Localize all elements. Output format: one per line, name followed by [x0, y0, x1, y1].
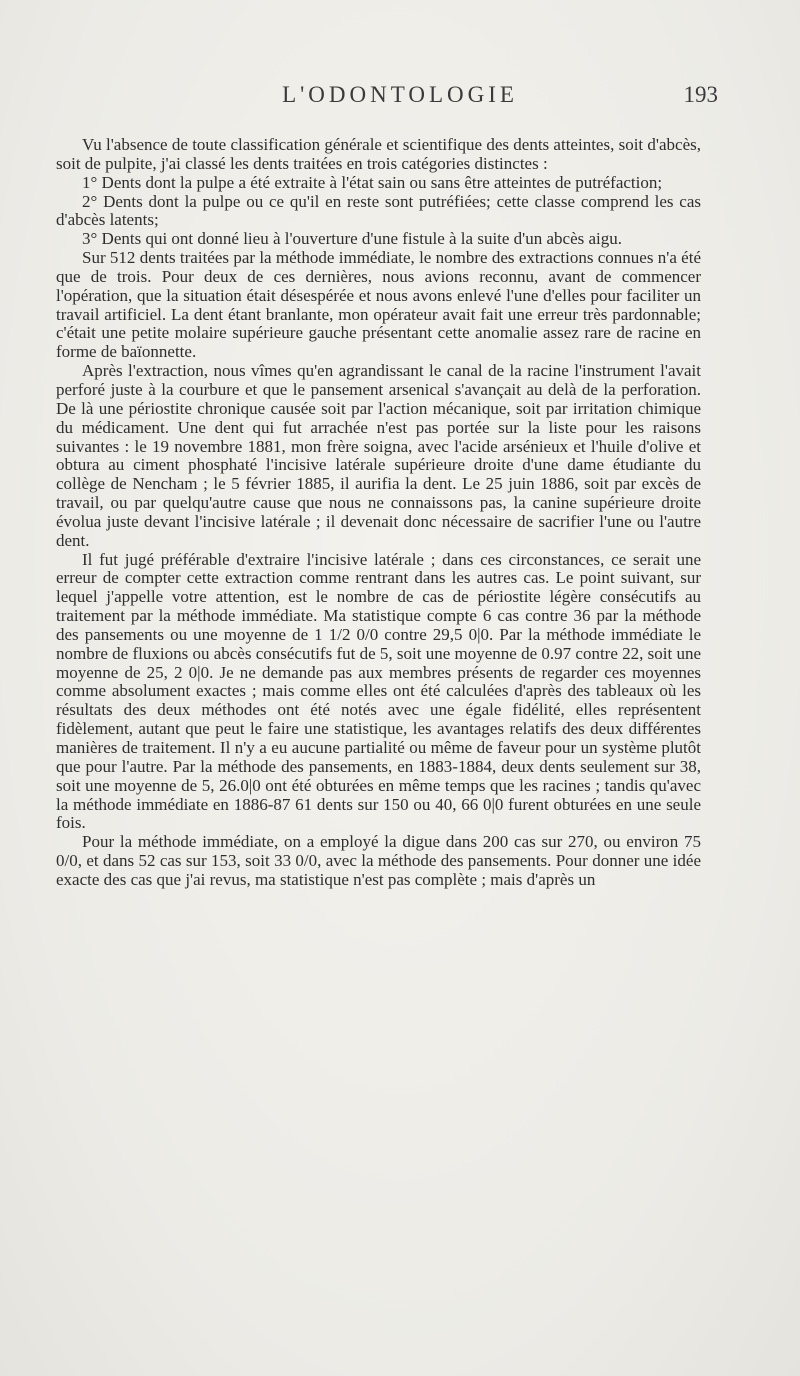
- page-number: 193: [683, 82, 718, 107]
- paragraph: Sur 512 dents traitées par la méthode immédiate, le nombre des extractions connues n'a été que de trois. Pour deux de ces dernières, nous avions reconnu, avant de commencer l'opération, que la situation était désespérée et nous avons enlevé l'une d'elles pour faciliter un travail artificiel. La dent étant branlante, mon opérateur avait fait une erreur très pardonnable; c'était une petite molaire supérieure gauche présentant cette anomalie assez rare de racine en forme de baïonnette.: [56, 248, 701, 362]
- body-text: [56, 136, 701, 890]
- paragraph: Après l'extraction, nous vîmes qu'en agrandissant le canal de la racine l'instrument l'avait perforé juste à la courbure et que le pansement arsenical s'avançait au delà de la perforation. De là une périostite chronique causée soit par l'action mécanique, soit par irritation chimique du médicament. Une dent qui fut arrachée n'est pas portée sur la liste pour les raisons suivantes : le 19 novembre 1881, mon frère soigna, avec l'acide arsénieux et l'huile d'olive et obtura au ciment phosphaté l'incisive latérale supérieure droite d'une dame étudiante du collège de Nencham ; le 5 février 1885, il aurifia la dent. Le 25 juin 1886, soit par excès de travail, ou par quelqu'autre cause que nous ne connaissons pas, la canine supérieure droite évolua juste devant l'incisive latérale ; il devenait donc nécessaire de sacrifier l'une ou l'autre dent.: [56, 361, 701, 550]
- paragraph: Il fut jugé préférable d'extraire l'incisive latérale ; dans ces circonstances, ce serait une erreur de compter cette extraction comme rentrant dans les autres cas. Le point suivant, sur lequel j'appelle votre attention, est le nombre de cas de périostite légère consécutifs au traitement par la méthode immédiate. Ma statistique compte 6 cas contre 36 par la méthode des pansements ou une moyenne de 1 1/2 0/0 contre 29,5 0|0. Par la méthode immédiate le nombre de fluxions ou abcès consécutifs fut de 5, soit une moyenne de 0.97 contre 22, soit une moyenne de 25, 2 0|0. Je ne demande pas aux membres présents de regarder ces moyennes comme absolument exactes ; mais comme elles ont été calculées d'après des tableaux où les résultats des deux méthodes ont été notés avec une égale fidélité, elles représentent fidèlement, autant que peut le faire une statistique, les avantages relatifs des deux différentes manières de traitement. Il n'y a eu aucune partialité ou même de faveur pour un système plutôt que pour l'autre. Par la méthode des pansements, en 1883-1884, deux dents seulement sur 38, soit une moyenne de 5, 26.0|0 ont été obturées en même temps que les racines ; tandis qu'avec la méthode immédiate en 1886-87 61 dents sur 150 ou 40, 66 0|0 furent obturées en une seule fois.: [56, 549, 701, 833]
- list-item: 2° Dents dont la pulpe ou ce qu'il en reste sont putréfiées; cette classe comprend les cas d'abcès latents;: [56, 191, 701, 230]
- list-item: 1° Dents dont la pulpe a été extraite à l'état sain ou sans être atteintes de putréfaction;: [82, 172, 663, 192]
- list-item: 3° Dents qui ont donné lieu à l'ouverture d'une fistule à la suite d'un abcès aigu.: [82, 229, 623, 249]
- paragraph: Pour la méthode immédiate, on a employé la digue dans 200 cas sur 270, ou environ 75 0/0, et dans 52 cas sur 153, soit 33 0/0, avec la méthode des pansements. Pour donner une idée exacte des cas que j'ai revus, ma statistique n'est pas complète ; mais d'après un: [56, 832, 701, 889]
- running-title: L'ODONTOLOGIE: [282, 82, 518, 107]
- page-header: [82, 82, 718, 116]
- paragraph: Vu l'absence de toute classification générale et scientifique des dents atteintes, soit d'abcès, soit de pulpite, j'ai classé les dents traitées en trois catégories distinctes :: [56, 135, 701, 173]
